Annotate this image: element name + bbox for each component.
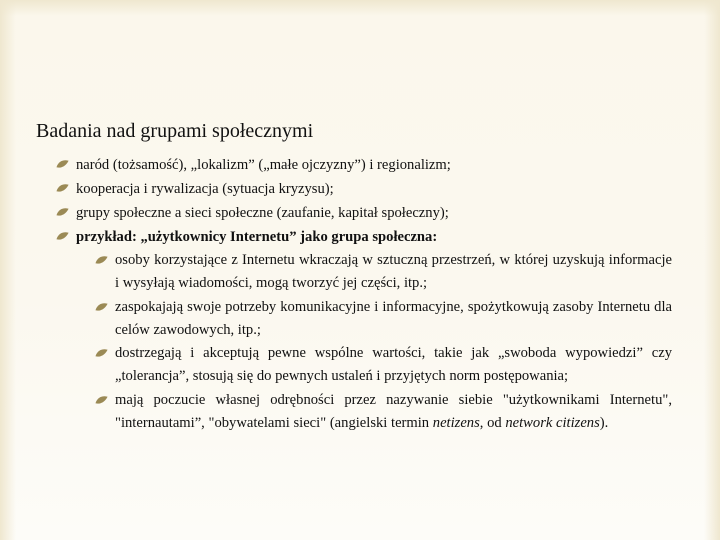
sub-bullet-item xyxy=(115,342,672,389)
slide-edge-top xyxy=(0,0,720,16)
leaf-bullet-icon xyxy=(95,348,108,358)
leaf-bullet-icon xyxy=(95,255,108,265)
bullet-text: przykład: „użytkownicy Internetu” jako grupa społeczna: xyxy=(76,229,438,245)
bullet-item xyxy=(76,153,672,177)
sub-bullet-text: zaspokajają swoje potrzeby komunikacyjne i informacyjne, spożytkowują zasoby Internetu dla celów zawodowych, itp.; xyxy=(115,298,672,338)
sub-bullet-text: dostrzegają i akceptują pewne wspólne wartości, takie jak „swoboda wypowiedzi” czy „tolerancja”, stosują się do pewnych ustaleń i przyjętych norm postępowania; xyxy=(115,345,672,385)
sub-bullet-text: osoby korzystające z Internetu wkraczają w sztuczną przestrzeń, w której uzyskują informacje i wysyłają wiadomości, mogą tworzyć jej części, itp.; xyxy=(115,252,672,292)
leaf-bullet-icon xyxy=(56,207,69,217)
english-term-netizens: netizens xyxy=(432,415,480,432)
slide-edge-right xyxy=(704,0,720,540)
leaf-bullet-icon xyxy=(56,159,69,169)
bullet-item xyxy=(76,201,672,225)
sub-bullet-item xyxy=(115,389,672,436)
bullet-text: naród (tożsamość), „lokalizm” („małe ojczyzny”) i regionalizm; xyxy=(76,157,451,173)
bullet-item xyxy=(76,225,672,249)
slide-content xyxy=(76,153,672,435)
leaf-bullet-icon xyxy=(95,302,108,312)
slide-title: Badania nad grupami społecznymi xyxy=(36,120,314,142)
leaf-bullet-icon xyxy=(95,395,108,405)
sub-bullet-item xyxy=(115,296,672,343)
slide-edge-left xyxy=(0,0,16,540)
sub-bullet-text xyxy=(115,392,672,431)
bullet-text: kooperacja i rywalizacja (sytuacja kryzysu); xyxy=(76,181,334,197)
leaf-bullet-icon xyxy=(56,231,69,241)
bullet-text: grupy społeczne a sieci społeczne (zaufanie, kapitał społeczny); xyxy=(76,205,449,221)
sub-bullet-text-part: ). xyxy=(599,415,609,432)
leaf-bullet-icon xyxy=(56,183,69,193)
english-term-network-citizens: network citizens xyxy=(505,415,600,432)
sub-bullet-text-part: , od xyxy=(479,415,506,432)
bullet-item xyxy=(76,177,672,201)
sub-bullet-text-part: mają poczucie własnej odrębności przez nazywanie siebie "użytkownikami Internetu", "internautami”, "obywatelami sieci" (angielski termin xyxy=(115,391,672,432)
sub-bullet-item xyxy=(115,249,672,296)
